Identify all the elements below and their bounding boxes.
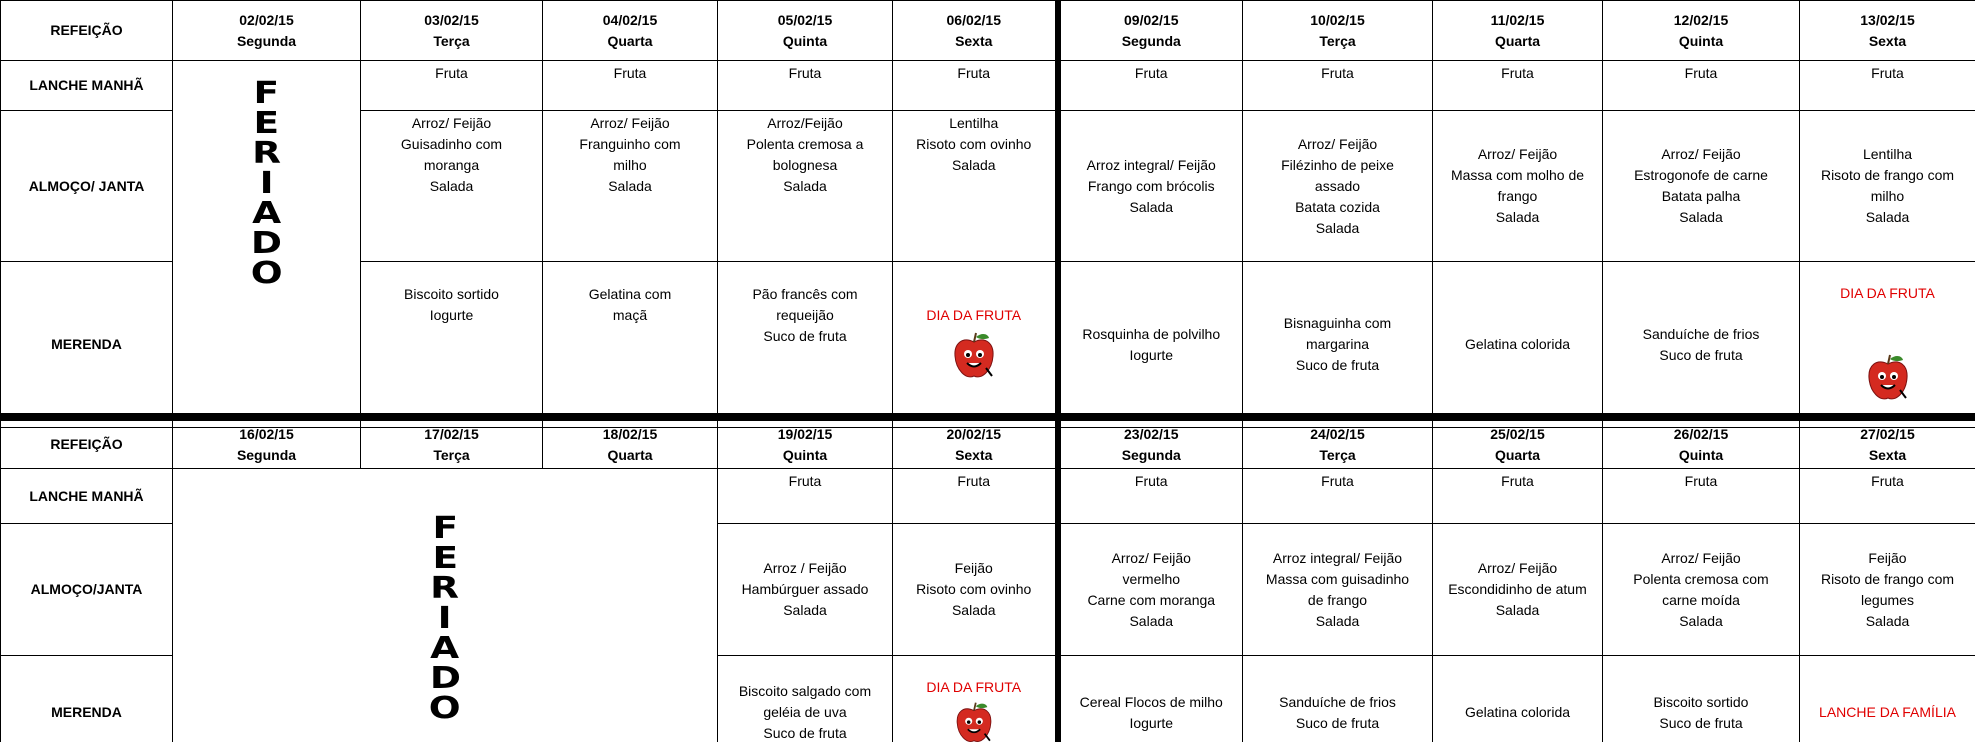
- day-header: [1800, 421, 1975, 469]
- day-date: 19/02/15: [777, 425, 833, 442]
- lanche-cell: Fruta: [893, 469, 1058, 524]
- merenda-cell: Gelatina colorida: [1433, 262, 1603, 428]
- day-weekday: Segunda: [1121, 32, 1181, 49]
- day-weekday: Quinta: [1678, 32, 1724, 49]
- day-date: 09/02/15: [1124, 11, 1179, 28]
- feriado-letter: A: [251, 196, 282, 231]
- day-header: [361, 421, 543, 469]
- almoco-cell: Arroz/ Feijão Estrogonofe de carne Batata palha Salada: [1603, 111, 1800, 262]
- lanche-cell: Fruta: [1058, 61, 1243, 111]
- merenda-cell: Cereal Flocos de milho Iogurte: [1058, 656, 1243, 742]
- day-date: 12/02/15: [1673, 11, 1729, 28]
- day-weekday: Terça: [1319, 32, 1356, 49]
- feriado-cell: [173, 61, 361, 428]
- merenda-cell: Rosquinha de polvilho Iogurte: [1058, 262, 1243, 428]
- almoco-cell: Arroz integral/ Feijão Frango com brócolis Salada: [1058, 111, 1243, 262]
- lanche-cell: Fruta: [718, 469, 893, 524]
- almoco-cell: Arroz/ Feijão Filézinho de peixe assado Batata cozida Salada: [1243, 111, 1433, 262]
- row-label-merenda: MERENDA: [1, 656, 173, 742]
- day-header: [718, 421, 893, 469]
- day-date: 06/02/15: [946, 11, 1001, 28]
- day-weekday: Quarta: [607, 446, 653, 463]
- almoco-cell: Lentilha Risoto com ovinho Salada: [893, 111, 1058, 262]
- lanche-cell: Fruta: [361, 61, 543, 111]
- row-label-refeicao: REFEIÇÃO: [1, 1, 173, 61]
- feriado-letter: D: [250, 226, 283, 261]
- day-date: 18/02/15: [602, 425, 658, 442]
- feriado-vertical-text: [176, 76, 357, 291]
- almoco-cell: Arroz/ Feijão Franguinho com milho Salada: [543, 111, 718, 262]
- feriado-letter: I: [438, 601, 452, 637]
- day-date: 24/02/15: [1310, 425, 1365, 442]
- day-date: 03/02/15: [424, 11, 479, 28]
- lanche-cell: Fruta: [1433, 61, 1603, 111]
- day-weekday: Sexta: [1868, 32, 1907, 49]
- almoco-cell: Arroz/Feijão Polenta cremosa a bolognesa Salada: [718, 111, 893, 262]
- feriado-cell: [173, 469, 718, 742]
- day-date: 04/02/15: [602, 11, 658, 28]
- day-weekday: Segunda: [236, 446, 297, 463]
- lanche-cell: Fruta: [1800, 61, 1975, 111]
- day-date: 11/02/15: [1490, 11, 1545, 28]
- merenda-cell-fruit-day: [1800, 262, 1975, 428]
- lanche-cell: Fruta: [1243, 61, 1433, 111]
- feriado-letter: E: [432, 541, 458, 577]
- apple-icon: [952, 330, 996, 382]
- feriado-letter: R: [430, 571, 460, 607]
- almoco-cell: Arroz/ Feijão vermelho Carne com moranga Salada: [1058, 524, 1243, 656]
- row-label-merenda: MERENDA: [1, 262, 173, 428]
- merenda-cell: Biscoito sortido Iogurte: [361, 262, 543, 428]
- day-date: 16/02/15: [239, 425, 294, 442]
- merenda-cell: Sanduíche de frios Suco de fruta: [1603, 262, 1800, 428]
- feriado-letter: O: [429, 691, 461, 727]
- almoco-cell: Arroz/ Feijão Escondidinho de atum Salada: [1433, 524, 1603, 656]
- day-weekday: Sexta: [955, 446, 993, 463]
- lanche-cell: Fruta: [1800, 469, 1975, 524]
- apple-icon: [1866, 352, 1910, 404]
- fruit-day-label: DIA DA FRUTA: [926, 679, 1022, 695]
- almoco-cell: Arroz/ Feijão Polenta cremosa com carne moída Salada: [1603, 524, 1800, 656]
- day-weekday: Quarta: [607, 32, 653, 49]
- feriado-vertical-text: [176, 511, 714, 727]
- day-weekday: Terça: [433, 446, 470, 463]
- feriado-letter: F: [253, 76, 280, 111]
- lanche-cell: Fruta: [1603, 61, 1800, 111]
- lanche-cell: Fruta: [718, 61, 893, 111]
- lanche-cell: Fruta: [543, 61, 718, 111]
- day-header: [718, 1, 893, 61]
- row-label-almoco: ALMOÇO/ JANTA: [1, 111, 173, 262]
- feriado-letter: A: [430, 631, 460, 667]
- almoco-cell: Lentilha Risoto de frango com milho Salada: [1800, 111, 1975, 262]
- row-label-lanche: LANCHE MANHÃ: [1, 469, 173, 524]
- lanche-cell: Fruta: [1603, 469, 1800, 524]
- day-header: [173, 1, 361, 61]
- week-divider: [0, 413, 1975, 420]
- merenda-cell: Gelatina com maçã: [543, 262, 718, 428]
- day-header: [1058, 421, 1243, 469]
- day-weekday: Sexta: [1868, 446, 1907, 463]
- day-weekday: Sexta: [955, 32, 993, 49]
- day-weekday: Quarta: [1494, 446, 1541, 463]
- day-date: 23/02/15: [1124, 425, 1179, 442]
- merenda-cell: Biscoito salgado com geléia de uva Suco de fruta: [718, 656, 893, 742]
- almoco-cell: Arroz/ Feijão Guisadinho com moranga Salada: [361, 111, 543, 262]
- merenda-cell: Pão francês com requeijão Suco de fruta: [718, 262, 893, 428]
- feriado-letter: E: [253, 106, 280, 141]
- merenda-cell-fruit-day: [893, 656, 1058, 742]
- row-label-lanche: LANCHE MANHÃ: [1, 61, 173, 111]
- feriado-letter: D: [429, 661, 461, 697]
- menu-table-week-2: [0, 420, 1975, 742]
- day-header: [1433, 421, 1603, 469]
- day-weekday: Quinta: [782, 446, 828, 463]
- almoco-cell: Arroz / Feijão Hambúrguer assado Salada: [718, 524, 893, 656]
- lanche-cell: Fruta: [1243, 469, 1433, 524]
- day-header: [173, 421, 361, 469]
- apple-icon: [953, 700, 995, 742]
- header-row: [1, 421, 1975, 469]
- fruit-day-label: DIA DA FRUTA: [1840, 285, 1935, 301]
- header-row: [1, 1, 1975, 61]
- almoco-cell: Arroz integral/ Feijão Massa com guisadinho de frango Salada: [1243, 524, 1433, 656]
- row-label-almoco: ALMOÇO/JANTA: [1, 524, 173, 656]
- day-header: [1433, 1, 1603, 61]
- fruit-day-label: DIA DA FRUTA: [926, 307, 1022, 323]
- day-header: [543, 421, 718, 469]
- day-date: 20/02/15: [946, 425, 1001, 442]
- day-header: [543, 1, 718, 61]
- merenda-cell-fruit-day: [893, 262, 1058, 428]
- day-header: [1058, 1, 1243, 61]
- merenda-cell: Bisnaguinha com margarina Suco de fruta: [1243, 262, 1433, 428]
- merenda-cell: Biscoito sortido Suco de fruta: [1603, 656, 1800, 742]
- day-weekday: Terça: [1319, 446, 1356, 463]
- day-header: [1603, 1, 1800, 61]
- merenda-cell-family: LANCHE DA FAMÍLIA: [1800, 656, 1975, 742]
- feriado-letter: O: [250, 256, 283, 291]
- row-label-refeicao: REFEIÇÃO: [1, 421, 173, 469]
- lanche-cell: Fruta: [1433, 469, 1603, 524]
- day-date: 13/02/15: [1860, 11, 1915, 28]
- feriado-letter: F: [432, 511, 458, 547]
- day-weekday: Quarta: [1494, 32, 1541, 49]
- day-weekday: Quinta: [782, 32, 828, 49]
- feriado-letter: R: [252, 136, 281, 171]
- day-header: [1800, 1, 1975, 61]
- lanche-cell: Fruta: [893, 61, 1058, 111]
- almoco-cell: Feijão Risoto com ovinho Salada: [893, 524, 1058, 656]
- day-header: [893, 421, 1058, 469]
- day-header: [1243, 1, 1433, 61]
- day-date: 02/02/15: [239, 11, 294, 28]
- almoco-cell: Arroz/ Feijão Massa com molho de frango Salada: [1433, 111, 1603, 262]
- day-header: [361, 1, 543, 61]
- day-date: 26/02/15: [1673, 425, 1729, 442]
- day-date: 27/02/15: [1860, 425, 1915, 442]
- day-header: [1243, 421, 1433, 469]
- day-weekday: Quinta: [1678, 446, 1724, 463]
- day-weekday: Terça: [433, 32, 470, 49]
- feriado-letter: I: [259, 166, 274, 201]
- day-weekday: Segunda: [236, 32, 297, 49]
- day-header: [1603, 421, 1800, 469]
- merenda-cell: Gelatina colorida: [1433, 656, 1603, 742]
- day-date: 17/02/15: [424, 425, 479, 442]
- day-date: 25/02/15: [1490, 425, 1545, 442]
- merenda-cell: Sanduíche de frios Suco de fruta: [1243, 656, 1433, 742]
- day-date: 05/02/15: [777, 11, 833, 28]
- lanche-row: [1, 469, 1975, 524]
- day-date: 10/02/15: [1310, 11, 1365, 28]
- lanche-row: [1, 61, 1975, 111]
- lanche-cell: Fruta: [1058, 469, 1243, 524]
- day-header: [893, 1, 1058, 61]
- day-weekday: Segunda: [1121, 446, 1181, 463]
- almoco-cell: Feijão Risoto de frango com legumes Salada: [1800, 524, 1975, 656]
